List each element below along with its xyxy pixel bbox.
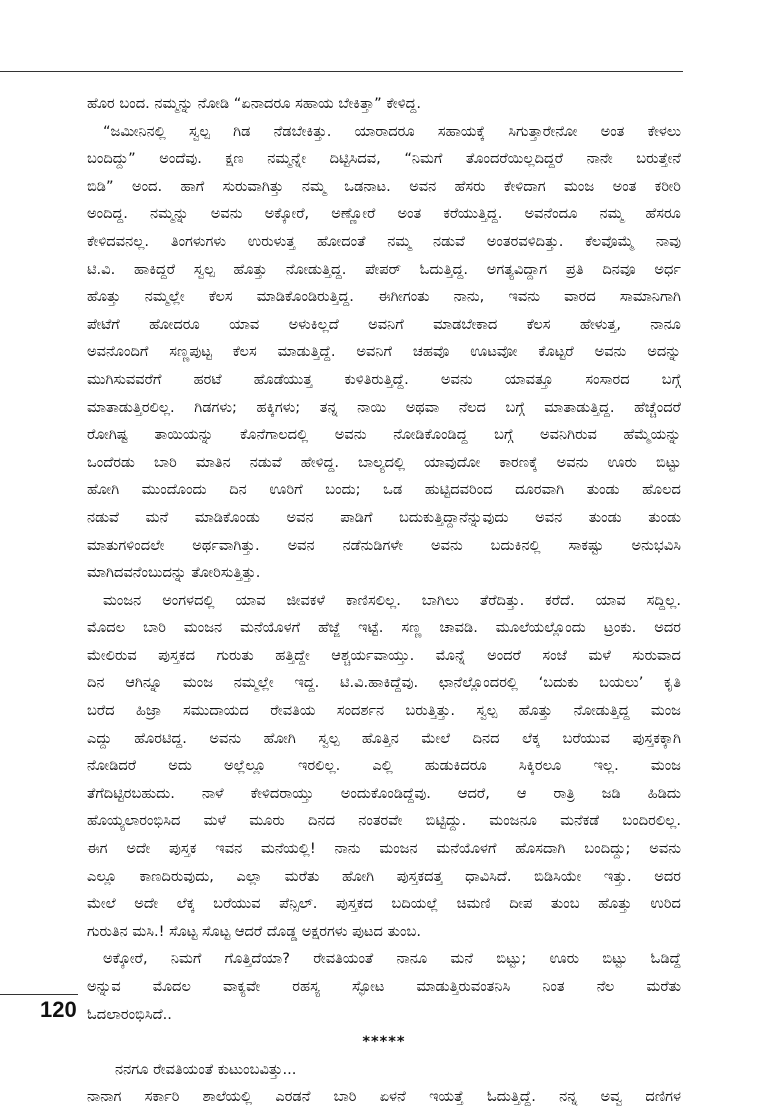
text-line: ಮೊದಲ ಬಾರಿ ಮಂಜನ ಮನೆಯೊಳಗೆ ಹೆಜ್ಜೆ ಇಟ್ಟೆ. ಸಣ್ಣ ಚಾವಡಿ. ಮೂಲೆಯಲ್ಲೊಂದು ಟ್ರಂಕು. ಅದರ: [87, 619, 681, 637]
body-text: [87, 90, 681, 1111]
text-line: ತೆಗೆದಿಟ್ಟಿರಬಹುದು. ನಾಳೆ ಕೇಳಿದರಾಯ್ತು ಅಂದುಕೊಂಡಿದ್ದೆವು. ಆದರೆ, ಆ ರಾತ್ರಿ ಜಡಿ ಹಿಡಿದು: [87, 784, 681, 802]
text-line: ಅವನೊಂದಿಗೆ ಸಣ್ಣಪುಟ್ಟ ಕೆಲಸ ಮಾಡುತ್ತಿದ್ದೆ. ಅವನಿಗೆ ಚಹವೊ ಊಟವೋ ಕೊಟ್ಟರೆ ಅವನು ಅದನ್ನು: [87, 343, 681, 361]
text-line: ಅಕ್ಕೋರೆ, ನಿಮಗೆ ಗೊತ್ತಿದೆಯಾ? ರೇವತಿಯಂತೆ ನಾನೂ ಮನೆ ಬಿಟ್ಟು; ಊರು ಬಿಟ್ಟು ಓಡಿದ್ದೆ: [103, 950, 681, 968]
text-line: “ಜಮೀನಿನಲ್ಲಿ ಸ್ವಲ್ಪ ಗಿಡ ನೆಡಬೇಕಿತ್ತು. ಯಾರಾದರೂ ಸಹಾಯಕ್ಕೆ ಸಿಗುತ್ತಾರೇನೋ ಅಂತ ಕೇಳಲು: [103, 122, 681, 140]
header-rule: [0, 71, 683, 72]
text-line: ಈಗ ಅದೇ ಪುಸ್ತಕ ಇವನ ಮನೆಯಲ್ಲಿ! ನಾನು ಮಂಜನ ಮನೆಯೊಳಗೆ ಹೊಸದಾಗಿ ಬಂದಿದ್ದು; ಅವನು: [87, 840, 681, 858]
text-line: ಎಲ್ಲೂ ಕಾಣದಿರುವುದು, ಎಲ್ಲಾ ಮರೆತು ಹೋಗಿ ಪುಸ್ತಕದತ್ತ ಧಾವಿಸಿದೆ. ಬಿಡಿಸಿಯೇ ಇತ್ತು. ಅದರ: [87, 867, 681, 885]
text-line: ಮಾಗಿದವನೆಂಬುದನ್ನು ತೋರಿಸುತ್ತಿತ್ತು.: [87, 564, 261, 582]
text-line: ಓದಲಾರಂಭಿಸಿದೆ..: [87, 1005, 172, 1023]
text-line: ಅನ್ನುವ ಮೊದಲ ವಾಕ್ಯವೇ ರಹಸ್ಯ ಸ್ಫೋಟ ಮಾಡುತ್ತಿರುವಂತನಿಸಿ ನಿಂತ ನೆಲ ಮರೆತು: [87, 978, 681, 995]
text-line: ಒಂದೆರಡು ಬಾರಿ ಮಾತಿನ ನಡುವೆ ಹೇಳಿದ್ದ. ಬಾಲ್ಯದಲ್ಲಿ ಯಾವುದೋ ಕಾರಣಕ್ಕೆ ಅವನು ಊರು ಬಿಟ್ಟು: [87, 453, 681, 471]
text-line: ಹೊಯ್ಯಲಾರಂಭಿಸಿದ ಮಳೆ ಮೂರು ದಿನದ ನಂತರವೇ ಬಿಟ್ಟಿದ್ದು. ಮಂಜನೂ ಮನೆಕಡೆ ಬಂದಿರಲಿಲ್ಲ.: [87, 812, 681, 830]
text-line: ಮೇಲಿರುವ ಪುಸ್ತಕದ ಗುರುತು ಹತ್ತಿದ್ದೇ ಆಶ್ಚರ್ಯವಾಯ್ತು. ಮೊನ್ನೆ ಅಂದರೆ ಸಂಜೆ ಮಳೆ ಸುರುವಾದ: [87, 646, 681, 664]
text-line: ಬಿಡಿ” ಅಂದ. ಹಾಗೆ ಸುರುವಾಗಿತ್ತು ನಮ್ಮ ಒಡನಾಟ. ಅವನ ಹೆಸರು ಕೇಳಿದಾಗ ಮಂಜ ಅಂತ ಕರೀರಿ: [87, 177, 681, 195]
text-line: ಬಂದಿದ್ದು” ಅಂದೆವು. ಕ್ಷಣ ನಮ್ಮನ್ನೇ ದಿಟ್ಟಿಸಿದವ, “ನಿಮಗೆ ತೊಂದರೆಯಿಲ್ಲದಿದ್ದರೆ ನಾನೇ ಬರುತ್ತೇನೆ: [87, 150, 681, 168]
text-line: ಮಂಜನ ಅಂಗಳದಲ್ಲಿ ಯಾವ ಜೀವಕಳೆ ಕಾಣಿಸಲಿಲ್ಲ. ಬಾಗಿಲು ತೆರೆದಿತ್ತು. ಕರೆದೆ. ಯಾವ ಸದ್ದಿಲ್ಲ.: [103, 591, 681, 609]
section-separator: *****: [362, 1033, 406, 1051]
text-line: ನಾನಾಗ ಸರ್ಕಾರಿ ಶಾಲೆಯಲ್ಲಿ ಎರಡನೆ ಬಾರಿ ಏಳನೆ ಇಯತ್ತೆ ಓದುತ್ತಿದ್ದೆ. ನನ್ನ ಅವ್ವ ದಣಿಗಳ: [87, 1088, 681, 1106]
text-line: ಟಿ.ವಿ. ಹಾಕಿದ್ದರೆ ಸ್ವಲ್ಪ ಹೊತ್ತು ನೋಡುತ್ತಿದ್ದ. ಪೇಪರ್ ಓದುತ್ತಿದ್ದ. ಅಗತ್ಯವಿದ್ದಾಗ ಪ್ರತಿ ದಿನವೂ ಅರ್ಧ: [87, 260, 681, 278]
text-line: ಕೇಳಿದವನಲ್ಲ. ತಿಂಗಳುಗಳು ಉರುಳುತ್ತ ಹೋದಂತೆ ನಮ್ಮ ನಡುವೆ ಅಂತರವಳಿದಿತ್ತು. ಕೆಲವೊಮ್ಮೆ ನಾವು: [87, 232, 681, 250]
text-line: ಅಂದಿದ್ದ. ನಮ್ಮನ್ನು ಅವನು ಅಕ್ಕೋರೆ, ಅಣ್ಣೋರೆ ಅಂತ ಕರೆಯುತ್ತಿದ್ದ. ಅವನೆಂದೂ ನಮ್ಮ ಹೆಸರೂ: [87, 205, 681, 223]
footer-rule: [0, 994, 78, 995]
text-line: ಎದ್ದು ಹೊರಟಿದ್ದ. ಅವನು ಹೋಗಿ ಸ್ವಲ್ಪ ಹೊತ್ತಿನ ಮೇಲೆ ದಿನದ ಲೆಕ್ಕ ಬರೆಯುವ ಪುಸ್ತಕಕ್ಕಾಗಿ: [87, 729, 681, 747]
text-line: ಮಾತಾಡುತ್ತಿರಲಿಲ್ಲ. ಗಿಡಗಳು; ಹಕ್ಕಿಗಳು; ತನ್ನ ನಾಯಿ ಅಥವಾ ನೆಲದ ಬಗ್ಗೆ ಮಾತಾಡುತ್ತಿದ್ದ. ಹೆಚ್ಚೆಂದರೆ: [87, 398, 681, 416]
text-line: ಹೊತ್ತು ನಮ್ಮಲ್ಲೇ ಕೆಲಸ ಮಾಡಿಕೊಂಡಿರುತ್ತಿದ್ದ. ಈಗೀಗಂತು ನಾನು, ಇವನು ವಾರದ ಸಾಮಾನಿಗಾಗಿ: [87, 288, 681, 306]
text-line: ನೋಡಿದರೆ ಅದು ಅಲ್ಲೆಲ್ಲೂ ಇರಲಿಲ್ಲ. ಎಲ್ಲಿ ಹುಡುಕಿದರೂ ಸಿಕ್ಕಿರಲೂ ಇಲ್ಲ. ಮಂಜ: [87, 757, 681, 775]
text-line: ಮಾತುಗಳಿಂದಲೇ ಅರ್ಥವಾಗಿತ್ತು. ಅವನ ನಡೆನುಡಿಗಳೇ ಅವನು ಬದುಕಿನಲ್ಲಿ ಸಾಕಷ್ಟು ಅನುಭವಿಸಿ: [87, 536, 681, 554]
text-line: ಬರೆದ ಹಿಜ್ರಾ ಸಮುದಾಯದ ರೇವತಿಯ ಸಂದರ್ಶನ ಬರುತ್ತಿತ್ತು. ಸ್ವಲ್ಪ ಹೊತ್ತು ನೋಡುತ್ತಿದ್ದ ಮಂಜ: [87, 702, 681, 720]
text-line: ದಿನ ಆಗಿನ್ನೂ ಮಂಜ ನಮ್ಮಲ್ಲೇ ಇದ್ದ. ಟಿ.ವಿ.ಹಾಕಿದ್ದೆವು. ಛಾನೆಲ್ಲೊಂದರಲ್ಲಿ ‘ಬದುಕು ಬಯಲು’ ಕೃತಿ: [87, 674, 681, 692]
text-line: ಮೇಲೆ ಅದೇ ಲೆಕ್ಕ ಬರೆಯುವ ಪೆನ್ಸಿಲ್. ಪುಸ್ತಕದ ಬದಿಯಲ್ಲೆ ಚಿಮಣಿ ದೀಪ ತುಂಬ ಹೊತ್ತು ಉರಿದ: [87, 895, 681, 913]
text-line: ರೋಗಿಷ್ಟ ತಾಯಿಯನ್ನು ಕೊನೆಗಾಲದಲ್ಲಿ ಅವನು ನೋಡಿಕೊಂಡಿದ್ದ ಬಗ್ಗೆ ಅವನಿಗಿರುವ ಹೆಮ್ಮೆಯನ್ನು: [87, 426, 681, 444]
text-line: ಹೋಗಿ ಮುಂದೊಂದು ದಿನ ಊರಿಗೆ ಬಂದು; ಒಡ ಹುಟ್ಟಿದವರಿಂದ ದೂರವಾಗಿ ತುಂಡು ಹೊಲದ: [87, 481, 681, 499]
text-line: ಹೊರ ಬಂದ. ನಮ್ಮನ್ನು ನೋಡಿ “ಏನಾದರೂ ಸಹಾಯ ಬೇಕಿತ್ತಾ” ಕೇಳಿದ್ದ.: [87, 95, 422, 112]
text-line: ಪೇಟೆಗೆ ಹೋದರೂ ಯಾವ ಅಳುಕಿಲ್ಲದೆ ಅವನಿಗೆ ಮಾಡಬೇಕಾದ ಕೆಲಸ ಹೇಳುತ್ತ, ನಾನೂ: [87, 315, 681, 333]
text-line: ನಡುವೆ ಮನೆ ಮಾಡಿಕೊಂಡು ಅವನ ಪಾಡಿಗೆ ಬದುಕುತ್ತಿದ್ದಾನೆನ್ನುವುದು ಅವನ ತುಂಡು ತುಂಡು: [87, 508, 681, 526]
text-line: ಗುರುತಿನ ಮಸಿ.! ಸೊಟ್ಟ ಸೊಟ್ಟ ಆದರೆ ದೊಡ್ಡ ಅಕ್ಷರಗಳು ಪುಟದ ತುಂಬ.: [87, 922, 421, 940]
page-number: 120: [40, 997, 77, 1022]
text-line: ಮುಗಿಸುವವರೆಗೆ ಹರಟೆ ಹೊಡೆಯುತ್ತ ಕುಳಿತಿರುತ್ತಿದ್ದೆ. ಅವನು ಯಾವತ್ತೂ ಸಂಸಾರದ ಬಗ್ಗೆ: [87, 370, 681, 388]
text-line: ನನಗೂ ರೇವತಿಯಂತೆ ಕುಟುಂಬವಿತ್ತು...: [115, 1060, 297, 1078]
